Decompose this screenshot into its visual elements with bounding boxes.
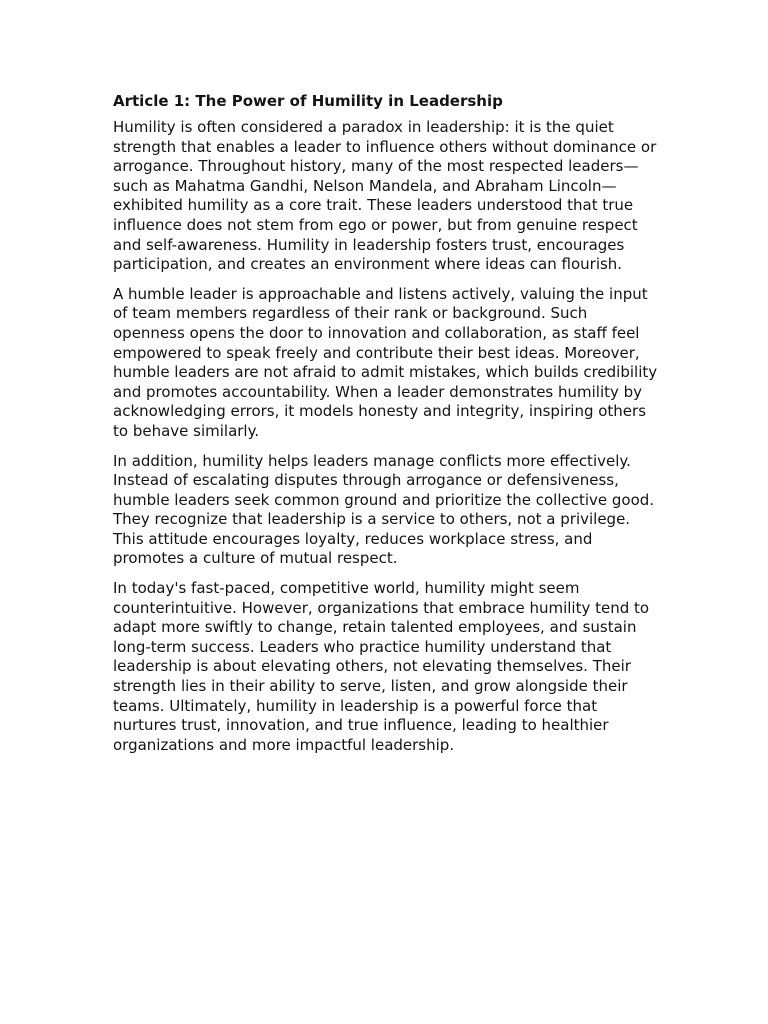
paragraph-2: A humble leader is approachable and listens actively, valuing the input of team members regardless of their rank or background. Such openness opens the door to innovation and collaboration, as staff feel empowered to speak freely and contribute their best ideas. Moreover, humble leaders are not afraid to admit mistakes, which builds credibility and promotes accountability. When a leader demonstrates humility by acknowledging errors, it models honesty and integrity, inspiring others to behave similarly. bbox=[113, 284, 658, 440]
article-title: Article 1: The Power of Humility in Leadership bbox=[113, 92, 503, 110]
paragraph-4: In today's fast-paced, competitive world, humility might seem counterintuitive. However, organizations that embrace humility tend to adapt more swiftly to change, retain talented employees, and sustain long-term success. Leaders who practice humility understand that leadership is about elevating others, not elevating themselves. Their strength lies in their ability to serve, listen, and grow alongside their teams. Ultimately, humility in leadership is a powerful force that nurtures trust, innovation, and true influence, leading to healthier organizations and more impactful leadership. bbox=[113, 579, 650, 754]
paragraph-3: In addition, humility helps leaders manage conflicts more effectively. Instead of escalating disputes through arrogance or defensiveness, humble leaders seek common ground and prioritize the collective good. They recognize that leadership is a service to others, not a privilege. This attitude encourages loyalty, reduces workplace stress, and promotes a culture of mutual respect. bbox=[113, 451, 655, 568]
document-page bbox=[113, 88, 658, 765]
paragraph-1: Humility is often considered a paradox in leadership: it is the quiet strength that enables a leader to influence others without dominance or arrogance. Throughout history, many of the most respected leaders—such as Mahatma Gandhi, Nelson Mandela, and Abraham Lincoln—exhibited humility as a core trait. These leaders understood that true influence does not stem from ego or power, but from genuine respect and self-awareness. Humility in leadership fosters trust, encourages participation, and creates an environment where ideas can flourish. bbox=[113, 118, 657, 274]
